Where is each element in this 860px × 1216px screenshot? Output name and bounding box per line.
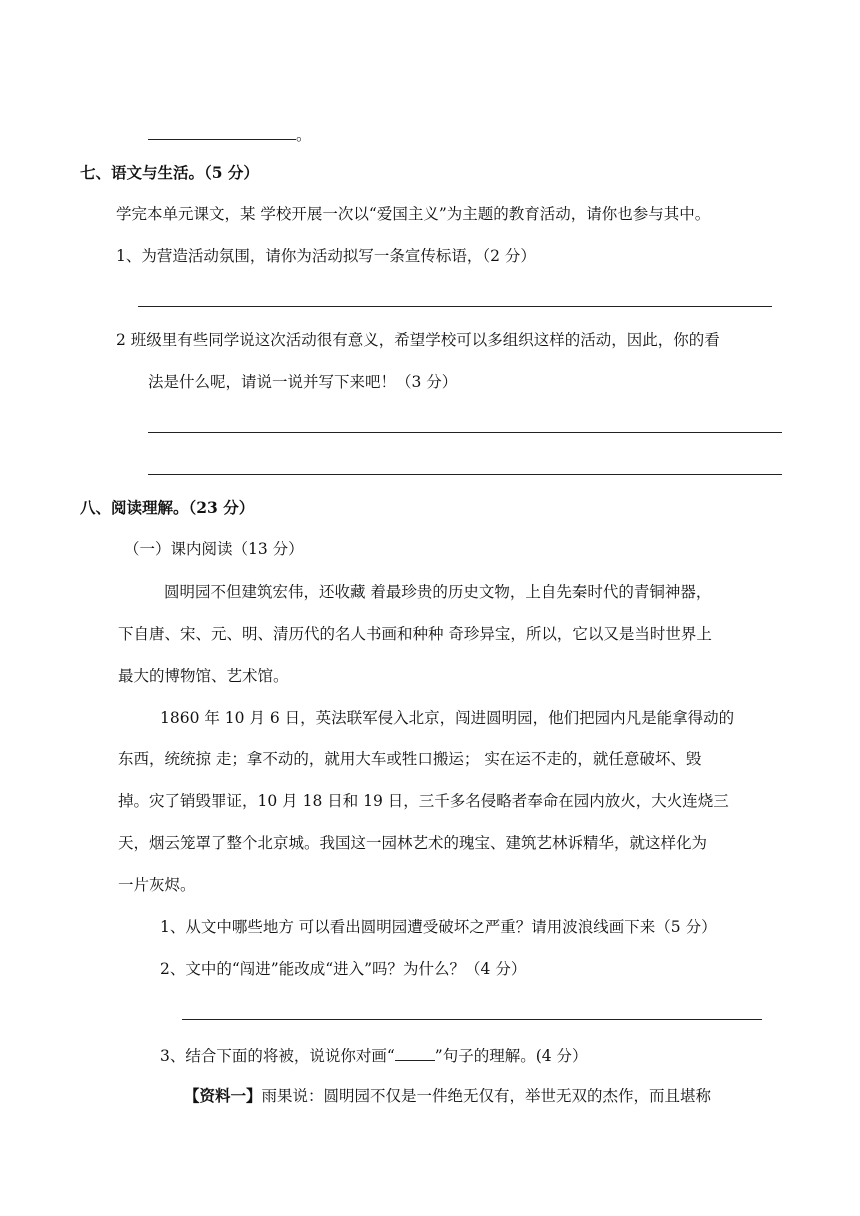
answer-line-opinion-2[interactable] [148,474,782,475]
passage-p1-line1: 圆明园不但建筑宏伟，还收藏 着最珍贵的历史文物，上自先秦时代的青铜神器， [164,583,712,601]
subsection-heading: （一）课内阅读（13 分） [124,540,304,558]
material-label: 【资料一】 [184,1086,262,1105]
answer-line-slogan[interactable] [138,306,772,307]
trailing-period: 。 [296,126,312,144]
q3-prefix: 3、结合下面的将被，说说你对画“ [160,1047,395,1065]
material-one [184,1088,711,1105]
q3-blank [395,1046,435,1061]
reading-question-1: 1、从文中哪些地方 可以看出圆明园遭受破坏之严重？请用波浪线画下来（5 分） [160,918,717,936]
section7-intro: 学完本单元课文，某 学校开展一次以“爱国主义”为主题的教育活动，请你也参与其中。 [116,205,711,223]
passage-p2-line5: 一片灰烬。 [118,876,196,894]
passage-p1-line2: 下自唐、宋、元、明、清历代的名人书画和种种 奇珍异宝，所以，它以又是当时世界上 [118,625,712,643]
section-heading-7: 七、语文与生活。（5 分） [80,163,259,182]
material-text: 雨果说：圆明园不仅是一件绝无仅有，举世无双的杰作，而且堪称 [261,1087,712,1105]
passage-p1-line3: 最大的博物馆、艺术馆。 [118,667,289,685]
answer-blank-line[interactable] [148,125,312,144]
answer-line-opinion-1[interactable] [148,432,782,433]
section-heading-8: 八、阅读理解。（23 分） [80,498,255,517]
passage-p2-line2: 东西，统统掠 走；拿不动的，就用大车或牲口搬运； 实在运不走的，就任意破坏、毁 [118,750,702,768]
section7-question-1: 1、为营造活动氛围，请你为活动拟写一条宣传标语，（2 分） [116,247,536,265]
reading-question-2: 2、文中的“闯进”能改成“进入”吗？为什么？（4 分） [160,960,527,978]
section7-question-2-line1: 2 班级里有些同学说这次活动很有意义，希望学校可以多组织这样的活动，因此，你的看 [116,331,720,349]
passage-p2-line1: 1860 年 10 月 6 日，英法联军侵入北京，闯进圆明园，他们把园内凡是能拿得动的 [160,709,735,727]
blank-underline[interactable] [148,125,296,140]
answer-line-q2[interactable] [182,1019,762,1020]
q3-suffix: ”句子的理解。(4 分） [434,1047,588,1065]
section7-question-2-line2: 法是什么呢，请说一说并写下来吧！（3 分） [148,373,458,391]
passage-p2-line3: 掉。灾了销毁罪证，10 月 18 日和 19 日，三千多名侵略者奉命在园内放火，大火连烧三 [118,792,729,810]
passage-p2-line4: 天，烟云笼罩了整个北京城。我国这一园林艺术的瑰宝、建筑艺林诉精华，就这样化为 [118,834,708,852]
reading-question-3 [160,1046,588,1065]
